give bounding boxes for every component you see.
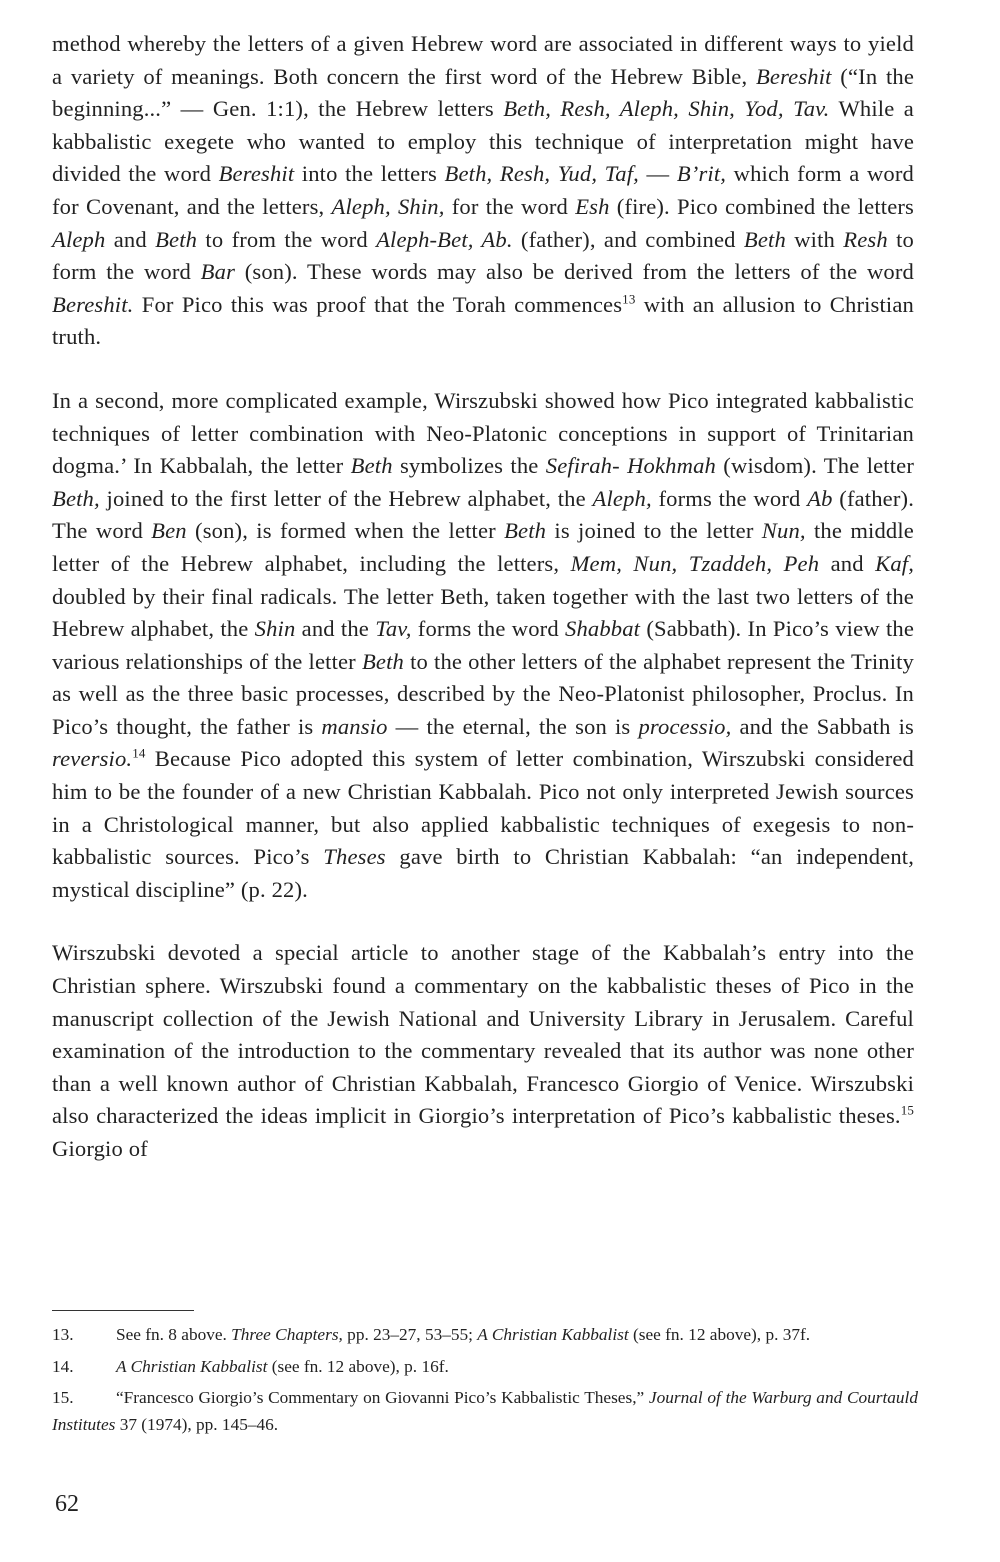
italic-term: Bereshit. [52,291,134,317]
italic-term: Beth, [52,485,100,511]
footnote-text: See fn. 8 above. Three Chapters, pp. 23–27, 53–55; A Christian Kabbalist (see fn. 12 above), p. 37f. [116,1325,811,1344]
main-text [52,28,914,1166]
italic-term: Three Chapters, [231,1325,343,1344]
italic-term: B’rit, [676,161,727,187]
italic-term: Bereshit [755,63,832,89]
italic-term: A Christian Kabbalist [477,1325,629,1344]
italic-term: Tav, [375,616,412,642]
italic-term: Beth [743,226,786,252]
footnote [52,1322,918,1349]
italic-term: Bar [200,259,236,285]
italic-term: reversio. [52,746,133,772]
italic-term: Aleph, Shin, [331,193,445,219]
italic-term: Journal of the Warburg and Courtauld Institutes [52,1388,919,1434]
italic-term: Nun, [761,518,806,544]
italic-term: A Christian Kabbalist [116,1356,268,1376]
footnote-divider [52,1310,194,1311]
italic-term: Sefirah- Hokhmah [545,453,716,479]
italic-term: Beth, Resh, Yud, Taf, [444,161,639,187]
italic-term: Aleph-Bet, Ab. [376,226,513,252]
italic-term: mansio [321,713,388,739]
italic-term: Bereshit [218,161,295,187]
italic-term: Ben [151,518,187,544]
italic-term: Beth [350,453,393,479]
italic-term: Shabbat [565,616,641,642]
italic-term: Theses [323,844,386,870]
italic-term: Beth [155,226,198,252]
footnotes [52,1322,918,1438]
italic-term: Mem, Nun, Tzaddeh, Peh [570,550,820,576]
footnote-text: A Christian Kabbalist (see fn. 12 above), p. 16f. [116,1356,449,1376]
footnote-text: “Francesco Giorgio’s Commentary on Giovanni Pico’s Kabbalistic Theses,” Journal of the Warburg and Courtauld Institutes 37 (1974), pp. 145–46. [52,1388,919,1434]
italic-term: Aleph, [592,485,652,511]
italic-term: Beth [361,648,404,674]
footnote-ref: 15 [900,1102,914,1118]
footnote [52,1385,918,1438]
italic-term: Shin [254,616,296,642]
italic-term: Aleph [52,226,106,252]
italic-term: Kaf, [875,550,914,576]
italic-term: Esh [575,193,610,219]
italic-term: processio, [638,713,732,739]
paragraph: method whereby the letters of a given Hebrew word are associated in different ways to yield a variety of meanings. Both concern the first word of the Hebrew Bible, Bereshit (“In the beginning...” — Gen. 1:1), the Hebrew letters Beth, Resh, Aleph, Shin, Yod, Tav. While a kabbalistic exegete who wanted to employ this technique of interpretation might have divided the word Bereshit into the letters Beth, Resh, Yud, Taf, — B’rit, which form a word for Covenant, and the letters, Aleph, Shin, for the word Esh (fire). Pico combined the letters Aleph and Beth to from the word Aleph-Bet, Ab. (father), and combined Beth with Resh to form the word Bar (son). These words may also be derived from the letters of the word Bereshit. For Pico this was proof that the Torah commences$^{13}$ with an allusion to Christian truth. [52,31,915,350]
footnote-ref: 14 [132,745,146,761]
footnote-ref: 13 [622,291,636,307]
page-number: 62 [55,1491,79,1517]
italic-term: Ab [807,485,833,511]
italic-term: Beth [504,518,547,544]
italic-term: Beth, Resh, Aleph, Shin, Yod, Tav. [503,96,830,122]
footnote [52,1354,918,1381]
footnote-number: 15. [52,1388,74,1407]
footnote-number: 14. [52,1356,74,1376]
paragraph: In a second, more complicated example, Wirszubski showed how Pico integrated kabbalistic techniques of letter combination with Neo-Platonic conceptions in support of Trinitarian dogma.’ In Kabbalah, the letter Beth symbolizes the Sefirah- Hokhmah (wisdom). The letter Beth, joined to the first letter of the Hebrew alphabet, the Aleph, forms the word Ab (father). The word Ben (son), is formed when the letter Beth is joined to the letter Nun, the middle letter of the Hebrew alphabet, including the letters, Mem, Nun, Tzaddeh, Peh and Kaf, doubled by their final radicals. The letter Beth, taken together with the last two letters of the Hebrew alphabet, the Shin and the Tav, forms the word Shabbat (Sabbath). In Pico’s view the various relationships of the letter Beth to the other letters of the alphabet represent the Trinity as well as the three basic processes, described by the Neo-Platonist philosopher, Proclus. In Pico’s thought, the father is mansio — the eternal, the son is processio, and the Sabbath is reversio.$^{14}$ Because Pico adopted this system of letter combination, Wirszubski considered him to be the founder of a new Christian Kabbalah. Pico not only interpreted Jewish sources in a Christological manner, but also applied kabbalistic techniques of exegesis to non-kabbalistic sources. Pico’s Theses gave birth to Christian Kabbalah: “an independent, mystical discipline” (p. 22). [52,387,915,902]
footnote-number: 13. [52,1325,74,1344]
italic-term: Resh [843,226,888,252]
paragraph: Wirszubski devoted a special article to another stage of the Kabbalah’s entry into the Christian sphere. Wirszubski found a commentary on the kabbalistic theses of Pico in the manuscript collection of the Jewish National and University Library in Jerusalem. Careful examination of the introduction to the commentary revealed that its author was none other than a well known author of Christian Kabbalah, Francesco Giorgio of Venice. Wirszubski also characterized the ideas implicit in Giorgio’s interpretation of Pico’s kabbalistic theses.$^{15}$ Giorgio of [52,940,914,1161]
